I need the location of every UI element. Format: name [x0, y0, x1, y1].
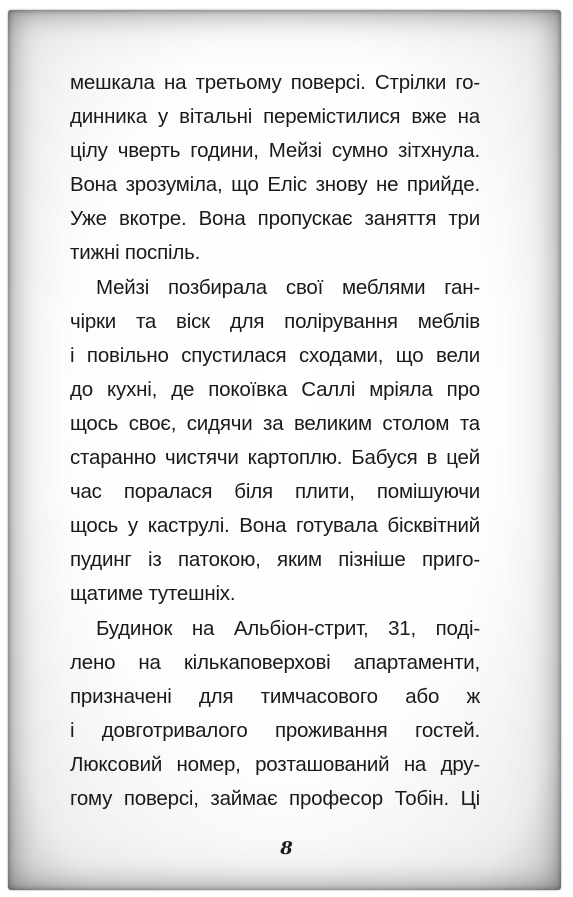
page-number: 8 [280, 838, 293, 859]
text-line: щось у каструлі. Вона готувала бісквітний [70, 514, 480, 538]
text-line: призначені для тимчасового або ж [70, 684, 480, 708]
text-line: динника у вітальні перемістилися вже на [70, 105, 480, 129]
text-line: мешкала на третьому поверсі. Стрілки го- [70, 71, 480, 94]
body-text [70, 66, 480, 816]
text-line: Вона зрозуміла, що Еліс знову не прийде. [70, 173, 480, 197]
text-line: Будинок на Альбіон-стрит, 31, поді- [96, 616, 480, 640]
text-line: час поралася біля плити, помішуючи [70, 480, 480, 504]
text-line: Уже вкотре. Вона пропускає заняття три [70, 207, 480, 231]
text-line: і повільно спустилася сходами, що вели [70, 343, 480, 367]
text-line: гому поверсі, займає професор Тобін. Ці [70, 786, 480, 810]
text-line: чірки та віск для полірування меблів [70, 309, 480, 333]
text-line: Люксовий номер, розташований на дру- [70, 752, 480, 776]
text-line: до кухні, де покоївка Саллі мріяла про [70, 377, 480, 401]
text-line: старанно чистячи картоплю. Бабуся в цей [70, 446, 480, 470]
text-line: і довготривалого проживання гостей. [70, 718, 480, 742]
text-line: пудинг із патокою, яким пізніше приго- [70, 548, 480, 572]
text-line: Мейзі позбирала свої меблями ган- [96, 275, 480, 299]
text-line: лено на кількаповерхові апартаменти, [70, 650, 480, 674]
text-line: щось своє, сидячи за великим столом та [70, 411, 480, 435]
text-line: цілу чверть години, Мейзі сумно зітхнула. [70, 139, 480, 163]
text-line: щатиме тутешніх. [70, 582, 236, 606]
text-line: тижні поспіль. [70, 241, 201, 265]
